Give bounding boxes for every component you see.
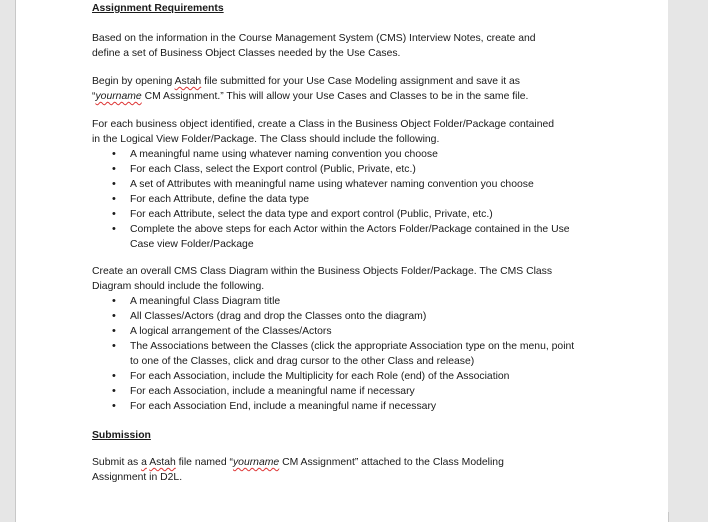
list-item: • For each Association End, include a meaningful name if necessary bbox=[92, 399, 577, 414]
list-item: • For each Attribute, define the data type bbox=[92, 192, 577, 207]
list-item: • A meaningful name using whatever naming convention you choose bbox=[92, 147, 577, 162]
submission-line-2: Assignment in D2L. bbox=[92, 472, 183, 483]
class-line-2: in the Logical View Folder/Package. The Class should include the following. bbox=[92, 134, 440, 145]
list-item: • For each Association, include a meaningful name if necessary bbox=[92, 384, 577, 399]
class-paragraph bbox=[92, 117, 577, 147]
intro-paragraph bbox=[92, 31, 577, 61]
list-item: • A set of Attributes with meaningful name using whatever naming convention you choose bbox=[92, 177, 577, 192]
class-line-1: For each business object identified, create a Class in the Business Object Folder/Package contained bbox=[92, 119, 555, 130]
spellcheck-yourname: yourname bbox=[232, 457, 280, 468]
intro-line-2: define a set of Business Object Classes needed by the Use Cases. bbox=[92, 48, 401, 59]
spellcheck-a: a bbox=[141, 457, 147, 468]
diagram-line-2: Diagram should include the following. bbox=[92, 281, 265, 292]
document-page bbox=[15, 0, 669, 522]
submission-paragraph bbox=[92, 455, 577, 485]
list-item: • The Associations between the Classes (click the appropriate Association type on the menu, point to one of the Classes, click and drag cursor to the other Class and release) bbox=[92, 339, 577, 369]
diagram-line-1: Create an overall CMS Class Diagram within the Business Objects Folder/Package. The CMS Class bbox=[92, 266, 553, 277]
list-item: • A logical arrangement of the Classes/Actors bbox=[92, 324, 577, 339]
diagram-paragraph bbox=[92, 264, 577, 294]
spellcheck-astah: Astah bbox=[174, 76, 202, 87]
list-item: • A meaningful Class Diagram title bbox=[92, 294, 577, 309]
submission-line-1: Submit as a Astah file named “yourname CM Assignment” attached to the Class Modeling bbox=[92, 457, 504, 468]
window-margin bbox=[668, 0, 708, 512]
class-requirements-list bbox=[92, 147, 577, 252]
list-item: • For each Association, include the Multiplicity for each Role (end) of the Association bbox=[92, 369, 577, 384]
astah-line-2: “yourname CM Assignment.” This will allow your Use Cases and Classes to be in the same file. bbox=[92, 91, 529, 102]
list-item: • For each Class, select the Export control (Public, Private, etc.) bbox=[92, 162, 577, 177]
list-item: • All Classes/Actors (drag and drop the Classes onto the diagram) bbox=[92, 309, 577, 324]
intro-line-1: Based on the information in the Course Management System (CMS) Interview Notes, create and bbox=[92, 33, 536, 44]
spellcheck-yourname: yourname bbox=[95, 91, 142, 102]
astah-line-1: Begin by opening Astah file submitted for your Use Case Modeling assignment and save it as bbox=[92, 76, 521, 87]
spellcheck-astah: Astah bbox=[149, 457, 176, 468]
list-item: • For each Attribute, select the data type and export control (Public, Private, etc.) bbox=[92, 207, 577, 222]
submission-heading: Submission bbox=[92, 430, 151, 441]
astah-paragraph bbox=[92, 74, 577, 104]
list-item: • Complete the above steps for each Actor within the Actors Folder/Package contained in the Use Case view Folder/Package bbox=[92, 222, 577, 252]
diagram-requirements-list bbox=[92, 294, 577, 414]
assignment-requirements-heading: Assignment Requirements bbox=[92, 3, 224, 14]
